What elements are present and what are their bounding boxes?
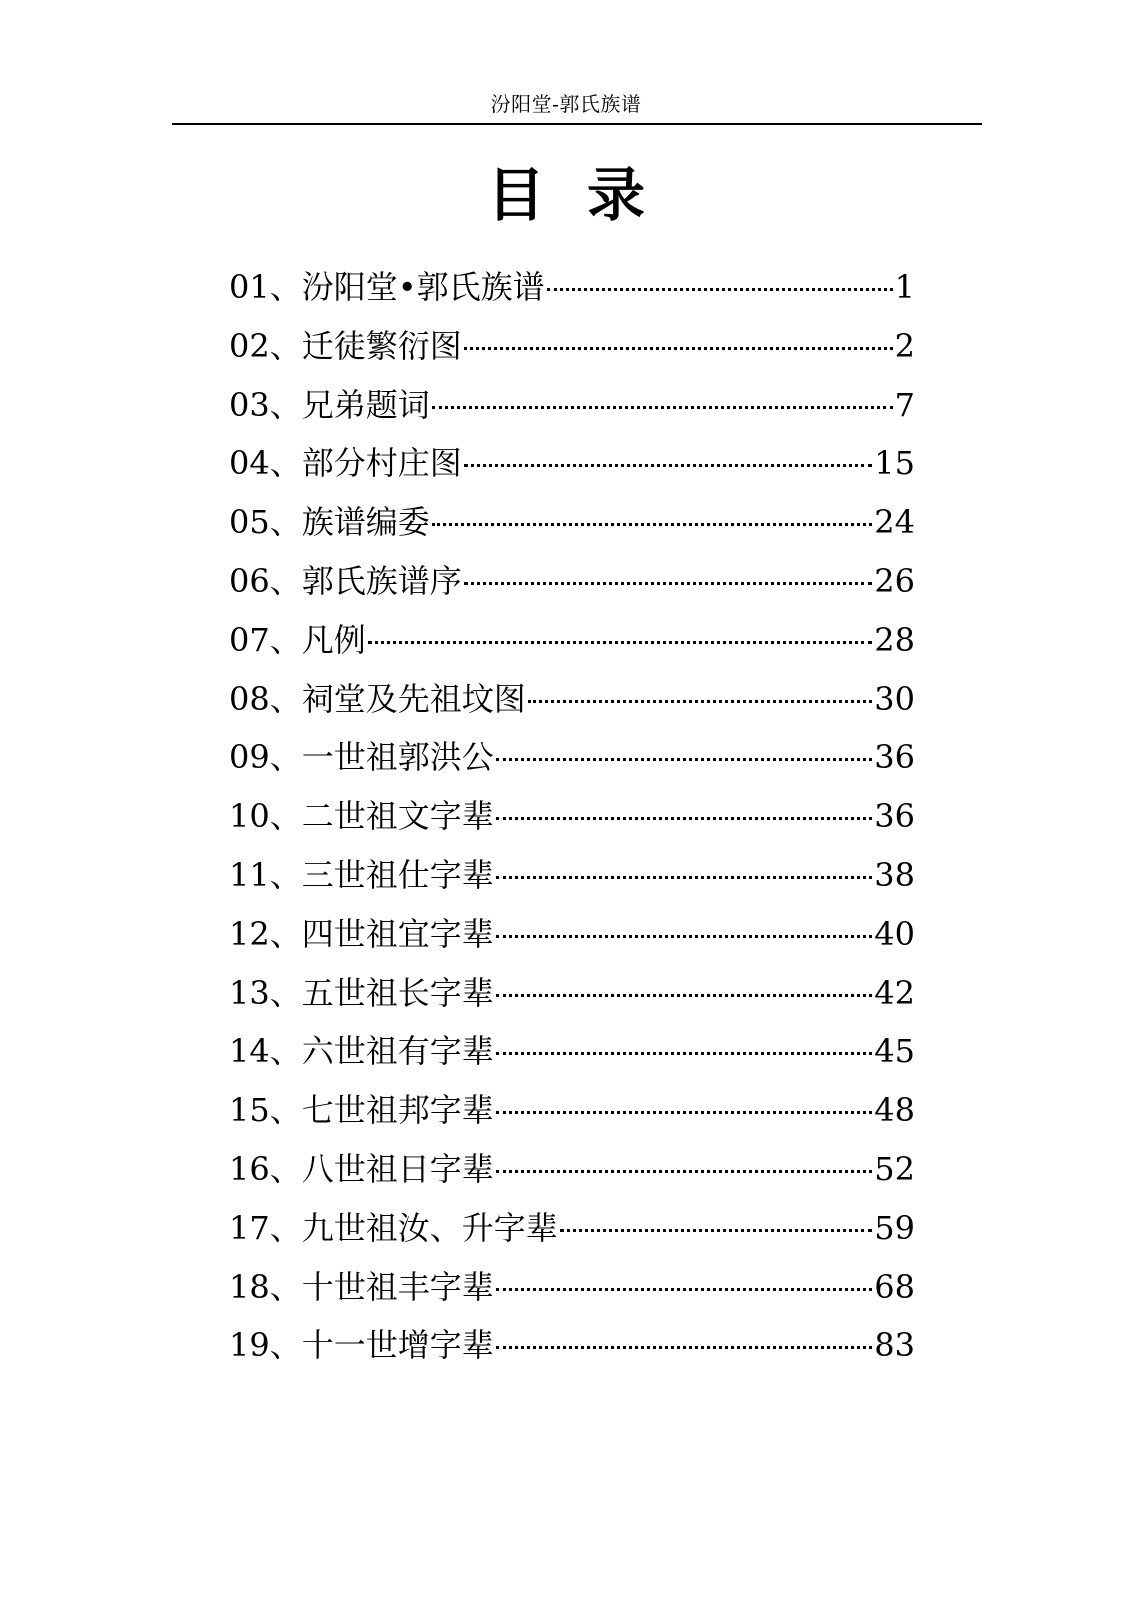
toc-entry-number: 18、 <box>229 1267 302 1306</box>
toc-entry-number: 06、 <box>229 561 302 600</box>
toc-entry[interactable] <box>229 1028 915 1087</box>
toc-entry[interactable] <box>229 558 915 617</box>
dot-leader <box>560 1229 873 1232</box>
toc-entry[interactable] <box>229 1205 915 1264</box>
toc-entry[interactable] <box>229 734 915 793</box>
running-header: 汾阳堂-郭氏族谱 <box>490 92 642 116</box>
dot-leader <box>496 758 873 761</box>
toc-entry-page: 36 <box>874 797 915 836</box>
toc-entry-page: 38 <box>874 855 915 894</box>
toc-entry-label: 二世祖文字辈 <box>301 797 494 836</box>
dot-leader <box>496 1052 873 1055</box>
toc-entry-number: 05、 <box>229 503 302 542</box>
dot-leader <box>496 1288 873 1291</box>
toc-entry[interactable] <box>229 617 915 676</box>
toc-entry-page: 15 <box>874 444 915 483</box>
dot-leader <box>496 1111 873 1114</box>
toc-entry-page: 7 <box>894 385 915 424</box>
dot-leader <box>432 523 873 526</box>
dot-leader <box>496 1170 873 1173</box>
toc-entry-number: 11、 <box>229 855 302 894</box>
dot-leader <box>496 876 873 879</box>
dot-leader <box>496 817 873 820</box>
dot-leader <box>464 464 873 467</box>
toc-entry-number: 07、 <box>229 620 302 659</box>
header-rule <box>172 123 982 125</box>
toc-entry-page: 1 <box>894 268 915 306</box>
dot-leader <box>464 347 893 350</box>
toc-list <box>229 264 915 1381</box>
toc-entry-page: 24 <box>874 503 915 542</box>
toc-entry-number: 08、 <box>229 679 302 718</box>
toc-entry-page: 28 <box>874 620 915 659</box>
toc-entry[interactable] <box>229 676 915 735</box>
toc-entry[interactable] <box>229 911 915 970</box>
toc-entry-number: 12、 <box>229 914 302 953</box>
toc-entry[interactable] <box>229 499 915 558</box>
toc-entry-label: 十世祖丰字辈 <box>301 1267 494 1306</box>
toc-entry-number: 02、 <box>229 326 302 365</box>
toc-entry-number: 04、 <box>229 444 302 483</box>
toc-entry-label: 四世祖宜字辈 <box>301 914 494 953</box>
toc-entry[interactable] <box>229 1146 915 1205</box>
toc-entry-page: 48 <box>874 1091 915 1130</box>
toc-entry-label: 一世祖郭洪公 <box>301 738 494 777</box>
toc-entry-page: 30 <box>874 679 915 718</box>
toc-entry-number: 14、 <box>229 1032 302 1071</box>
dot-leader <box>496 994 873 997</box>
dot-leader <box>496 935 873 938</box>
toc-entry[interactable] <box>229 970 915 1029</box>
toc-entry-number: 16、 <box>229 1149 302 1188</box>
toc-entry[interactable] <box>229 382 915 441</box>
toc-entry-label: 八世祖日字辈 <box>301 1149 494 1188</box>
toc-entry-label: 凡例 <box>301 620 366 659</box>
toc-entry-page: 83 <box>874 1326 915 1365</box>
toc-entry-label: 七世祖邦字辈 <box>301 1091 494 1130</box>
toc-entry-number: 15、 <box>229 1091 302 1130</box>
dot-leader <box>528 700 873 703</box>
toc-entry-label: 汾阳堂•郭氏族谱 <box>301 268 545 306</box>
toc-entry[interactable] <box>229 1322 915 1381</box>
toc-entry[interactable] <box>229 793 915 852</box>
toc-entry[interactable] <box>229 323 915 382</box>
toc-entry[interactable] <box>229 852 915 911</box>
dot-leader <box>496 1346 873 1349</box>
toc-entry-page: 40 <box>874 914 915 953</box>
toc-entry-label: 部分村庄图 <box>301 444 462 483</box>
toc-title: 目录 <box>486 161 687 229</box>
toc-entry-number: 19、 <box>229 1326 302 1365</box>
toc-entry-number: 01、 <box>229 268 302 306</box>
toc-entry-page: 68 <box>874 1267 915 1306</box>
toc-entry[interactable] <box>229 1087 915 1146</box>
dot-leader <box>464 582 873 585</box>
toc-entry-label: 兄弟题词 <box>301 385 430 424</box>
toc-entry-number: 17、 <box>229 1208 302 1247</box>
dot-leader <box>547 288 893 291</box>
toc-entry-label: 五世祖长字辈 <box>301 973 494 1012</box>
toc-entry-label: 族谱编委 <box>301 503 430 542</box>
toc-entry[interactable] <box>229 440 915 499</box>
toc-entry-page: 26 <box>874 561 915 600</box>
toc-entry-page: 52 <box>874 1149 915 1188</box>
toc-entry-number: 10、 <box>229 797 302 836</box>
toc-entry-label: 三世祖仕字辈 <box>301 855 494 894</box>
toc-entry[interactable] <box>229 1264 915 1323</box>
toc-entry-label: 九世祖汝、升字辈 <box>301 1208 558 1247</box>
toc-entry-page: 42 <box>874 973 915 1012</box>
toc-entry-number: 13、 <box>229 973 302 1012</box>
toc-entry-number: 09、 <box>229 738 302 777</box>
dot-leader <box>432 406 893 409</box>
toc-entry-page: 2 <box>894 326 915 365</box>
toc-entry-label: 十一世增字辈 <box>301 1326 494 1365</box>
toc-entry-label: 郭氏族谱序 <box>301 561 462 600</box>
toc-entry-page: 36 <box>874 738 915 777</box>
toc-entry-page: 45 <box>874 1032 915 1071</box>
toc-entry-label: 六世祖有字辈 <box>301 1032 494 1071</box>
toc-entry[interactable] <box>229 264 915 323</box>
toc-entry-page: 59 <box>874 1208 915 1247</box>
toc-entry-label: 迁徒繁衍图 <box>301 326 462 365</box>
toc-entry-number: 03、 <box>229 385 302 424</box>
toc-entry-label: 祠堂及先祖坟图 <box>301 679 526 718</box>
dot-leader <box>368 641 873 644</box>
